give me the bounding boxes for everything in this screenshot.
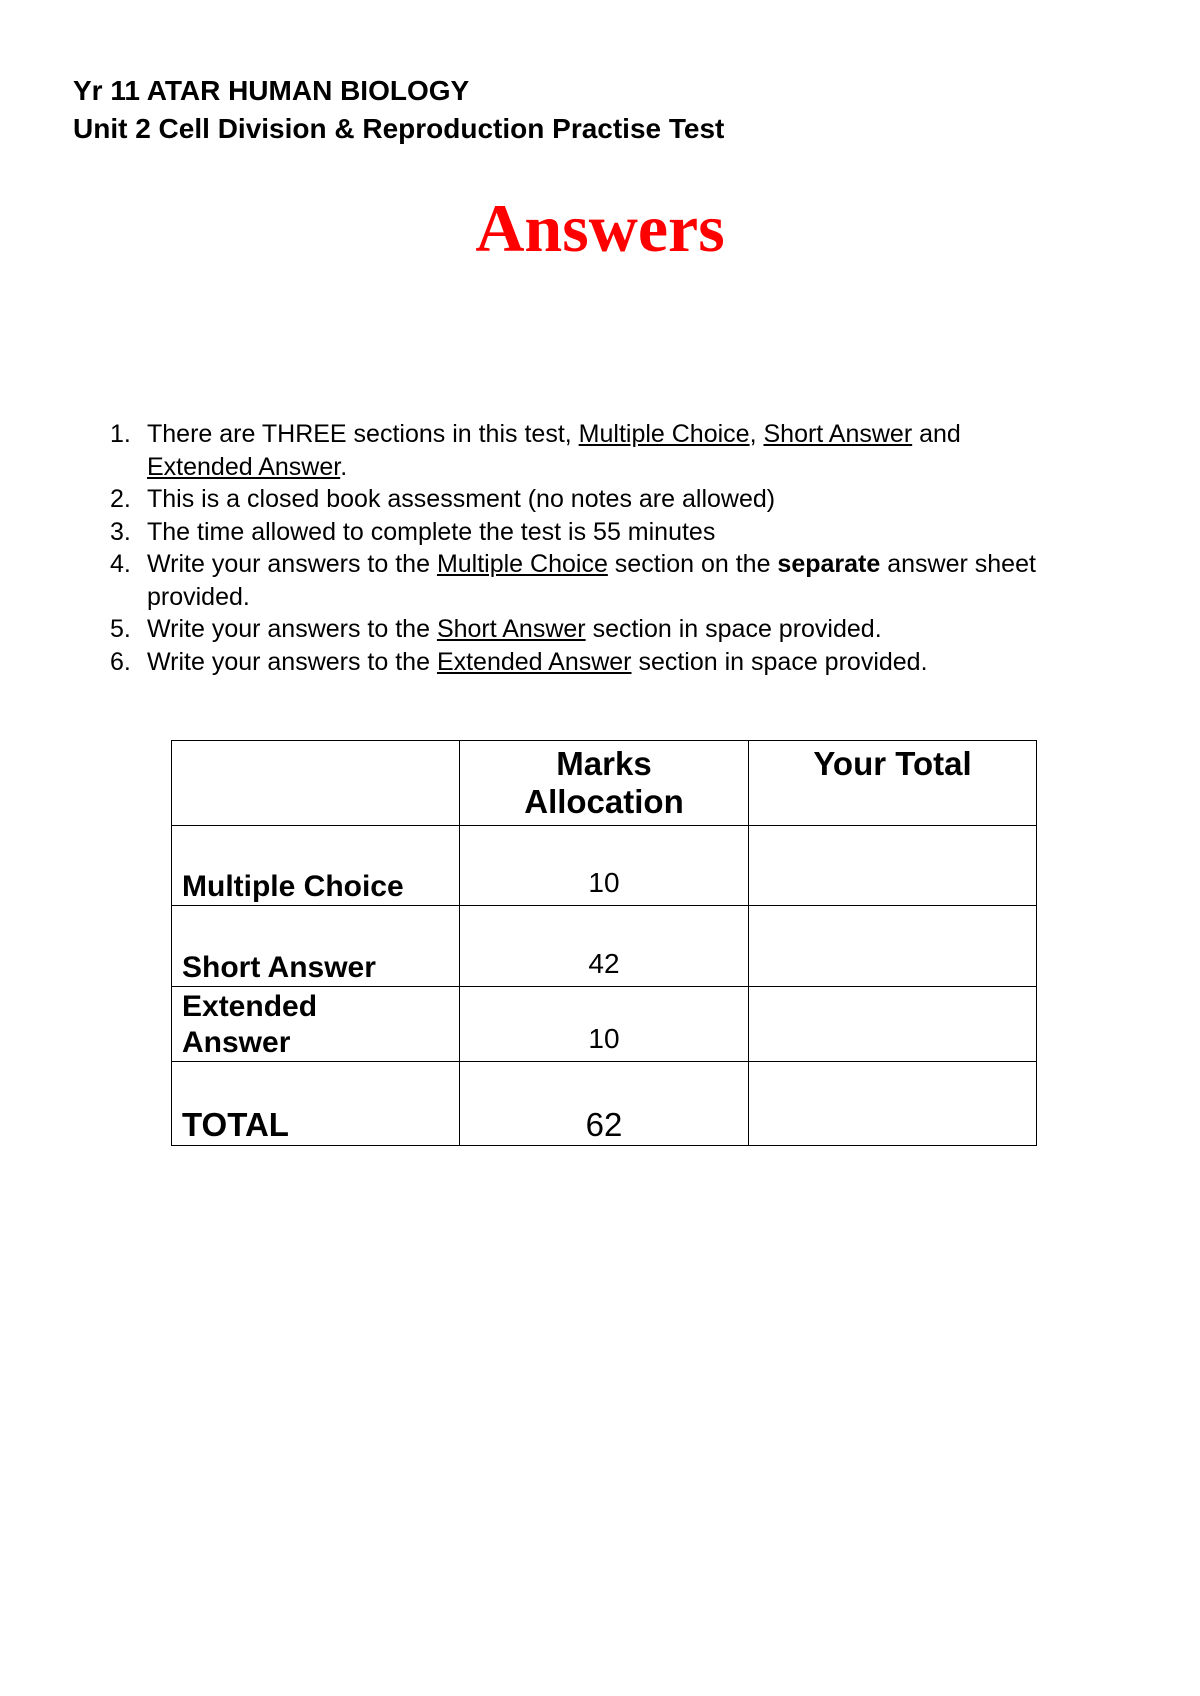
instruction-number: 1. bbox=[110, 420, 131, 448]
instruction-text: The time allowed to complete the test is 55 minutes bbox=[147, 517, 716, 546]
table-total-row bbox=[172, 1062, 1037, 1146]
instruction-number: 2. bbox=[110, 485, 131, 513]
instruction-text: Write your answers to the bbox=[147, 647, 437, 676]
section-label: Short Answer bbox=[172, 906, 460, 987]
instruction-text: answer sheet provided. bbox=[147, 550, 1036, 611]
table-header-row bbox=[172, 741, 1037, 826]
section-label: Multiple Choice bbox=[172, 826, 460, 906]
instruction-item bbox=[100, 418, 1120, 483]
your-total-cell[interactable] bbox=[749, 826, 1037, 906]
instruction-underlined: Multiple Choice bbox=[436, 550, 608, 578]
instructions-list bbox=[100, 418, 1120, 678]
instruction-bold: separate bbox=[777, 550, 881, 578]
instruction-text: section in space provided. bbox=[585, 615, 882, 643]
instruction-number: 6. bbox=[110, 647, 131, 676]
your-total-cell[interactable] bbox=[749, 906, 1037, 987]
course-title: Yr 11 ATAR HUMAN BIOLOGY bbox=[73, 75, 470, 106]
answers-heading: Answers bbox=[475, 190, 725, 266]
total-label: TOTAL bbox=[172, 1062, 460, 1146]
your-total-cell[interactable] bbox=[749, 987, 1037, 1062]
instruction-number: 3. bbox=[110, 517, 131, 546]
section-marks: 10 bbox=[460, 987, 749, 1062]
your-total-header: Your Total bbox=[749, 741, 1037, 826]
table-header-blank bbox=[172, 741, 460, 826]
instruction-text: section on the bbox=[607, 550, 778, 578]
instruction-number: 4. bbox=[110, 550, 131, 578]
instruction-text: and bbox=[912, 420, 961, 448]
instruction-text: Write your answers to the bbox=[147, 550, 437, 578]
section-marks: 42 bbox=[460, 906, 749, 987]
instruction-item bbox=[100, 646, 1120, 679]
instruction-underlined: Short Answer bbox=[436, 615, 586, 643]
marks-allocation-header bbox=[460, 741, 749, 826]
instruction-text: There are THREE sections in this test, bbox=[147, 420, 579, 448]
instruction-text: , bbox=[749, 420, 764, 448]
marks-header-line2: Allocation bbox=[524, 783, 684, 820]
instruction-item bbox=[100, 613, 1120, 646]
instruction-underlined: Multiple Choice bbox=[578, 420, 750, 448]
section-label-line2: Answer bbox=[182, 1026, 291, 1059]
document-header bbox=[73, 72, 724, 148]
instruction-text: This is a closed book assessment (no notes are allowed) bbox=[147, 485, 776, 513]
instruction-item bbox=[100, 548, 1120, 613]
section-label-line1: Extended bbox=[182, 990, 318, 1023]
instruction-text: Write your answers to the bbox=[147, 615, 437, 643]
table-row bbox=[172, 987, 1037, 1062]
test-title: Unit 2 Cell Division & Reproduction Practise Test bbox=[73, 113, 725, 144]
instruction-text: . bbox=[340, 452, 348, 481]
instruction-text: section in space provided. bbox=[631, 647, 928, 676]
section-marks: 10 bbox=[460, 826, 749, 906]
instruction-underlined: Extended Answer bbox=[147, 452, 341, 481]
section-label bbox=[172, 987, 460, 1062]
instruction-number: 5. bbox=[110, 615, 131, 643]
instruction-item bbox=[100, 483, 1120, 516]
instruction-item bbox=[100, 516, 1120, 549]
marks-header-line1: Marks bbox=[556, 745, 652, 782]
table-row bbox=[172, 906, 1037, 987]
instruction-underlined: Short Answer bbox=[763, 420, 913, 448]
table-row bbox=[172, 826, 1037, 906]
total-marks: 62 bbox=[460, 1062, 749, 1146]
marks-table bbox=[171, 740, 1037, 1146]
instruction-underlined: Extended Answer bbox=[436, 647, 632, 676]
your-total-cell[interactable] bbox=[749, 1062, 1037, 1146]
